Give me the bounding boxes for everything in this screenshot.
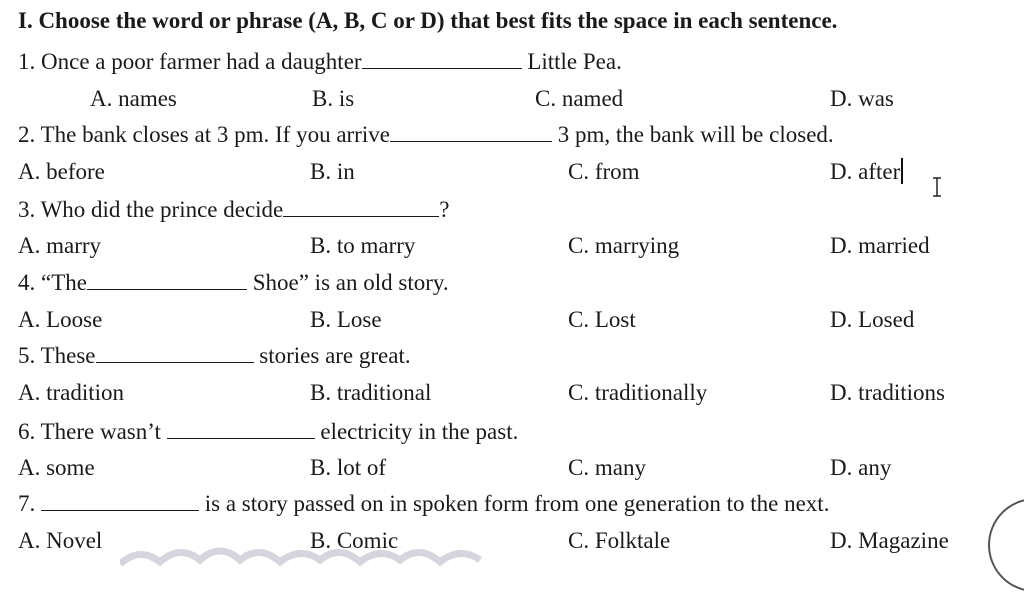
question-6 (18, 418, 518, 446)
question-4-text-before: 4. “The (18, 270, 87, 295)
question-3-option-c[interactable]: C. marrying (568, 233, 680, 258)
question-6-text-before: 6. There wasn’t (18, 419, 167, 444)
question-7-option-a[interactable]: A. Novel (18, 528, 103, 553)
question-4-option-a[interactable]: A. Loose (18, 307, 103, 332)
question-3-option-a[interactable]: A. marry (18, 233, 102, 258)
corner-circle-graphic (988, 498, 1024, 592)
question-3-option-b[interactable]: B. to marry (310, 233, 416, 258)
i-beam-cursor-icon (930, 176, 944, 198)
question-1-text-before: 1. Once a poor farmer had a daughter (18, 49, 362, 74)
question-7 (18, 490, 829, 518)
question-5-blank[interactable] (96, 344, 254, 363)
question-5-text-before: 5. These (18, 343, 96, 368)
question-3-text-after: ? (439, 197, 450, 222)
question-1-text-after: Little Pea. (521, 49, 622, 74)
question-4-option-b[interactable]: B. Lose (310, 307, 382, 332)
question-6-option-a[interactable]: A. some (18, 455, 95, 480)
question-4-option-d[interactable]: D. Losed (830, 307, 915, 332)
question-2-option-c[interactable]: C. from (568, 159, 640, 184)
question-5-option-b[interactable]: B. traditional (310, 380, 432, 405)
question-7-text-before: 7. (18, 491, 41, 516)
question-2-option-d-label: D. after (830, 159, 901, 184)
question-6-text-after: electricity in the past. (314, 419, 519, 444)
question-7-option-c[interactable]: C. Folktale (568, 528, 671, 553)
question-5-option-c[interactable]: C. traditionally (568, 380, 708, 405)
question-2-option-a[interactable]: A. before (18, 159, 105, 184)
question-5-option-d[interactable]: D. traditions (830, 380, 945, 405)
question-3-blank[interactable] (283, 198, 439, 217)
question-2-text-before: 2. The bank closes at 3 pm. If you arrive (18, 122, 390, 147)
question-2-option-d[interactable] (830, 158, 903, 186)
question-1 (18, 48, 622, 76)
question-3-text-before: 3. Who did the prince decide (18, 197, 284, 222)
question-1-blank[interactable] (362, 50, 522, 69)
question-2 (18, 121, 834, 149)
question-4-text-after: Shoe” is an old story. (246, 270, 449, 295)
question-3 (18, 196, 449, 224)
question-6-blank[interactable] (167, 420, 315, 439)
question-1-option-c[interactable]: C. named (535, 86, 624, 111)
question-5 (18, 342, 411, 370)
question-1-option-b[interactable]: B. is (312, 86, 355, 111)
question-7-option-b[interactable]: B. Comic (310, 528, 399, 553)
question-4 (18, 269, 449, 297)
question-4-option-c[interactable]: C. Lost (568, 307, 636, 332)
question-6-option-b[interactable]: B. lot of (310, 455, 387, 480)
question-2-blank[interactable] (390, 123, 552, 142)
question-7-option-d[interactable]: D. Magazine (830, 528, 949, 553)
question-1-option-d[interactable]: D. was (830, 86, 894, 111)
question-6-option-d[interactable]: D. any (830, 455, 892, 480)
question-6-option-c[interactable]: C. many (568, 455, 646, 480)
question-3-option-d[interactable]: D. married (830, 233, 930, 258)
question-4-blank[interactable] (87, 271, 247, 290)
question-5-text-after: stories are great. (253, 343, 411, 368)
section-heading: I. Choose the word or phrase (A, B, C or D) that best fits the space in each sentence. (18, 8, 838, 33)
question-1-option-a[interactable]: A. names (90, 86, 177, 111)
question-7-text-after: is a story passed on in spoken form from one generation to the next. (199, 491, 830, 516)
question-2-text-after: 3 pm, the bank will be closed. (551, 122, 834, 147)
text-cursor (901, 158, 903, 184)
watermark-graphic (120, 536, 500, 566)
question-7-blank[interactable] (41, 492, 199, 511)
question-2-option-b[interactable]: B. in (310, 159, 355, 184)
question-5-option-a[interactable]: A. tradition (18, 380, 125, 405)
